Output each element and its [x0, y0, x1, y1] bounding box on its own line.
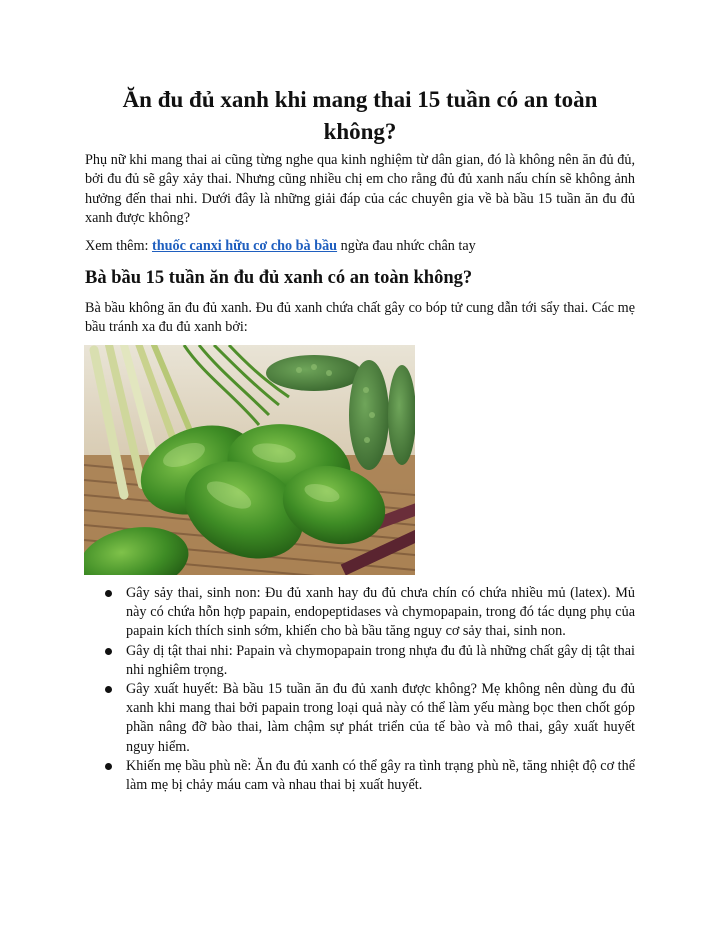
see-also-suffix: ngừa đau nhức chân tay [337, 238, 476, 254]
bullet-dot-icon [105, 763, 112, 770]
intro-paragraph: Phụ nữ khi mang thai ai cũng từng nghe qua kinh nghiệm từ dân gian, đó là không nên ăn đủ đủ, bởi đu đủ sẽ gây xảy thai. Nhưng cũng nhiều chị em cho rằng đủ đủ xanh nấu chín sẽ không ảnh hưởng đến thai nhi. Dưới đây là những giải đáp của các chuyên gia về bà bầu 15 tuần ăn đu đủ xanh được không? [85, 152, 635, 227]
green-papaya-photo [84, 345, 415, 575]
risk-list [85, 584, 635, 795]
section-heading: Bà bầu 15 tuần ăn đu đủ xanh có an toàn không? [85, 268, 473, 288]
list-item-text: Gây dị tật thai nhi: Papain và chymopapain trong nhựa đu đủ là những chất gây dị tật thai nhi nghiêm trọng. [126, 642, 635, 678]
list-item-text: Gây sảy thai, sinh non: Đu đủ xanh hay đu đủ chưa chín có chứa nhiều mủ (latex). Mủ này có chứa hỗn hợp papain, endopeptidases và chymopapain, trong đó tác dụng phụ của papain kích thích sinh sớm, khiến cho bà bầu tăng nguy cơ sảy thai, sinh non. [126, 585, 635, 640]
bullet-dot-icon [105, 590, 112, 597]
bullet-dot-icon [105, 648, 112, 655]
see-also-prefix: Xem thêm: [85, 238, 152, 254]
bullet-dot-icon [105, 686, 112, 693]
calcium-link[interactable]: thuốc canxi hữu cơ cho bà bầu [151, 238, 338, 254]
list-item [85, 757, 635, 795]
list-item [85, 680, 635, 757]
article-title: Ăn đu đủ xanh khi mang thai 15 tuần có an toàn không? [122, 87, 598, 144]
list-item [85, 584, 635, 642]
list-item [85, 642, 635, 680]
section-lead-paragraph: Bà bầu không ăn đu đủ xanh. Đu đủ xanh chứa chất gây co bóp tử cung dẫn tới sẩy thai. Các mẹ bầu tránh xa đu đủ xanh bởi: [85, 300, 635, 336]
list-item-text: Khiến mẹ bầu phù nề: Ăn đu đủ xanh có thể gây ra tình trạng phù nề, tăng nhiệt độ cơ thể làm mẹ bị chảy máu cam và nhau thai bị xuất huyết. [126, 757, 635, 794]
list-item-text: Gây xuất huyết: Bà bầu 15 tuần ăn đu đủ xanh được không? Mẹ không nên dùng đu đủ xanh khi mang thai bởi papain trong loại quả này có thể làm yếu màng bọc then chốt góp phần nâng đỡ bào thai, làm chậm sự phát triển của tế bào và mô thai, gây xuất huyết nguy hiểm. [126, 681, 635, 755]
see-also-line [85, 237, 635, 256]
